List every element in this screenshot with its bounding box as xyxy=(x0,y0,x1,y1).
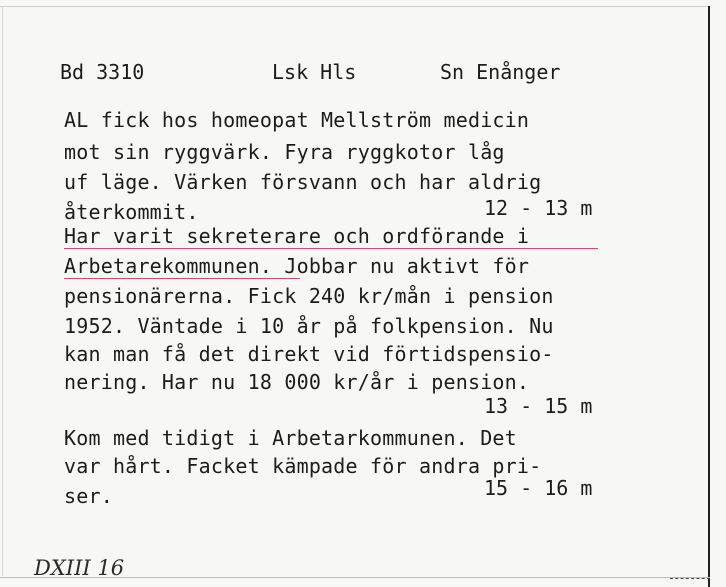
text-line-5: Har varit sekreterare och ordförande i xyxy=(64,224,530,248)
text-line-6: Arbetarekommunen. Jobbar nu aktivt för xyxy=(64,254,530,278)
text-line-2: mot sin ryggvärk. Fyra ryggkotor låg xyxy=(64,140,505,164)
text-line-13: ser. xyxy=(64,484,113,508)
location-lsk: Lsk Hls xyxy=(272,60,357,84)
time-range-1: 12 - 13 m xyxy=(484,196,593,220)
text-line-4: återkommit. xyxy=(64,200,199,224)
location-sn: Sn Enånger xyxy=(440,60,561,84)
text-line-11: Kom med tidigt i Arbetarkommunen. Det xyxy=(64,426,517,450)
text-line-7: pensionärerna. Fick 240 kr/mån i pension xyxy=(64,284,554,308)
card-right-border xyxy=(708,6,710,587)
text-line-1: AL fick hos homeopat Mellström medicin xyxy=(64,108,530,132)
text-line-9: kan man få det direkt vid förtidspensio- xyxy=(64,342,554,366)
underline-1 xyxy=(64,248,598,249)
underline-2 xyxy=(64,278,300,279)
time-range-3: 15 - 16 m xyxy=(484,476,593,500)
handwritten-signature: DXIII 16 xyxy=(34,556,125,580)
time-range-2: 13 - 15 m xyxy=(484,394,593,418)
record-id: Bd 3310 xyxy=(60,60,145,84)
card-top-border xyxy=(0,6,710,7)
text-line-12: var hårt. Facket kämpade för andra pri- xyxy=(64,454,542,478)
text-line-8: 1952. Väntade i 10 år på folkpension. Nu xyxy=(64,314,554,338)
text-line-3: uf läge. Värken försvann och har aldrig xyxy=(64,170,542,194)
card-left-border xyxy=(2,6,3,576)
card-corner-dash xyxy=(670,578,710,580)
text-line-10: nering. Har nu 18 000 kr/år i pension. xyxy=(64,370,530,394)
